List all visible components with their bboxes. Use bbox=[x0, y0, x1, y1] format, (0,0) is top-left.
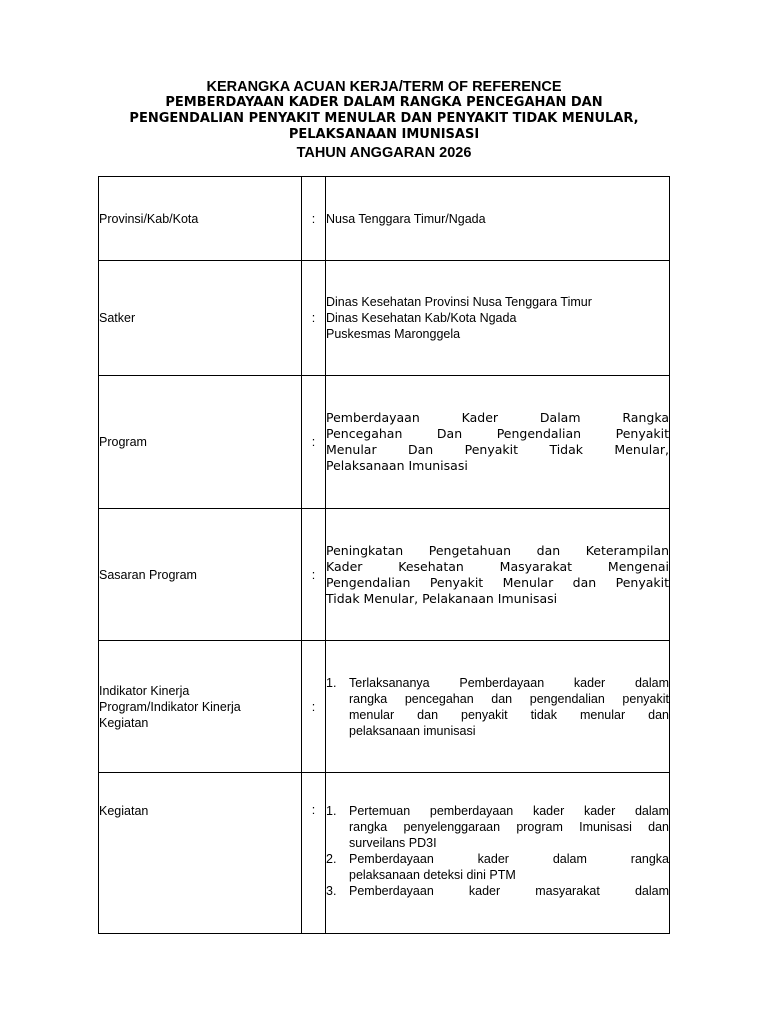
list-number: 3. bbox=[326, 884, 337, 898]
colon: : bbox=[302, 641, 326, 773]
list-item bbox=[326, 883, 669, 899]
value-line: Kader Kesehatan Masyarakat Mengenai bbox=[326, 558, 669, 574]
value-line: Pemberdayaan kader dalam rangka bbox=[349, 852, 669, 866]
value-line: Pengendalian Penyakit Menular dan Penyakit bbox=[326, 574, 669, 590]
list-item bbox=[326, 675, 669, 739]
row-label: Provinsi/Kab/Kota bbox=[99, 177, 302, 261]
subtitle-line: PELAKSANAAN IMUNISASI bbox=[288, 127, 480, 142]
fiscal-year: TAHUN ANGGARAN 2026 bbox=[296, 145, 472, 161]
table-row bbox=[99, 376, 670, 509]
label-line: Kegiatan bbox=[99, 715, 149, 730]
row-label: Satker bbox=[99, 261, 302, 376]
list-item bbox=[326, 803, 669, 851]
label-line: Program/Indikator Kinerja bbox=[99, 699, 241, 714]
value-line: Tidak Menular, Pelakanaan Imunisasi bbox=[326, 590, 558, 606]
row-value bbox=[326, 376, 670, 509]
table-row bbox=[99, 261, 670, 376]
value-line: Pencegahan Dan Pengendalian Penyakit bbox=[326, 426, 669, 441]
value-line: Terlaksananya Pemberdayaan kader dalam bbox=[349, 675, 669, 690]
value-line: pelaksanaan imunisasi bbox=[349, 723, 476, 738]
colon: : bbox=[302, 773, 326, 934]
colon: : bbox=[302, 177, 326, 261]
row-value bbox=[326, 641, 670, 773]
row-value bbox=[326, 773, 670, 934]
colon: : bbox=[302, 261, 326, 376]
colon: : bbox=[302, 509, 326, 641]
doc-subtitle bbox=[0, 95, 768, 143]
value-line: surveilans PD3I bbox=[349, 836, 437, 850]
value-line: menular dan penyakit tidak menular dan bbox=[349, 707, 669, 722]
row-value: Nusa Tenggara Timur/Ngada bbox=[326, 177, 670, 261]
tor-table bbox=[98, 176, 670, 934]
list-item bbox=[326, 851, 669, 883]
subtitle-line: PEMBERDAYAAN KADER DALAM RANGKA PENCEGAHAN DAN bbox=[165, 95, 603, 110]
table-row bbox=[99, 773, 670, 934]
list-number: 1. bbox=[326, 675, 337, 690]
label-line: Indikator Kinerja bbox=[99, 683, 190, 698]
kegiatan-list bbox=[326, 803, 669, 899]
row-label: Program bbox=[99, 376, 302, 509]
row-value bbox=[326, 509, 670, 641]
value-line: Dinas Kesehatan Kab/Kota Ngada bbox=[326, 311, 517, 325]
value-line: pelaksanaan deteksi dini PTM bbox=[349, 868, 516, 882]
colon: : bbox=[302, 376, 326, 509]
value-line: Pemberdayaan kader masyarakat dalam bbox=[349, 884, 669, 898]
list-number: 2. bbox=[326, 852, 337, 866]
value-line: Dinas Kesehatan Provinsi Nusa Tenggara Timur bbox=[326, 295, 592, 309]
doc-title: KERANGKA ACUAN KERJA/TERM OF REFERENCE bbox=[206, 79, 562, 95]
table-row bbox=[99, 177, 670, 261]
list-number: 1. bbox=[326, 804, 337, 818]
value-line: Pemberdayaan Kader Dalam Rangka bbox=[326, 410, 669, 425]
row-value bbox=[326, 261, 670, 376]
row-label: Sasaran Program bbox=[99, 509, 302, 641]
row-label bbox=[99, 641, 302, 773]
row-label: Kegiatan bbox=[99, 773, 302, 934]
subtitle-line: PENGENDALIAN PENYAKIT MENULAR DAN PENYAKIT TIDAK MENULAR, bbox=[129, 111, 639, 126]
value-line: Pelaksanaan Imunisasi bbox=[326, 458, 468, 473]
value-line: rangka pencegahan dan pengendalian penyakit bbox=[349, 691, 669, 706]
indikator-list bbox=[326, 675, 669, 739]
value-line: Pertemuan pemberdayaan kader kader dalam bbox=[349, 804, 669, 818]
value-line: Peningkatan Pengetahuan dan Keterampilan bbox=[326, 542, 669, 558]
value-line: Puskesmas Maronggela bbox=[326, 327, 461, 341]
value-line: rangka penyelenggaraan program Imunisasi dan bbox=[349, 820, 669, 834]
kegiatan-content bbox=[326, 803, 669, 928]
table-row bbox=[99, 509, 670, 641]
value-line: Menular Dan Penyakit Tidak Menular, bbox=[326, 442, 669, 457]
table-row bbox=[99, 641, 670, 773]
